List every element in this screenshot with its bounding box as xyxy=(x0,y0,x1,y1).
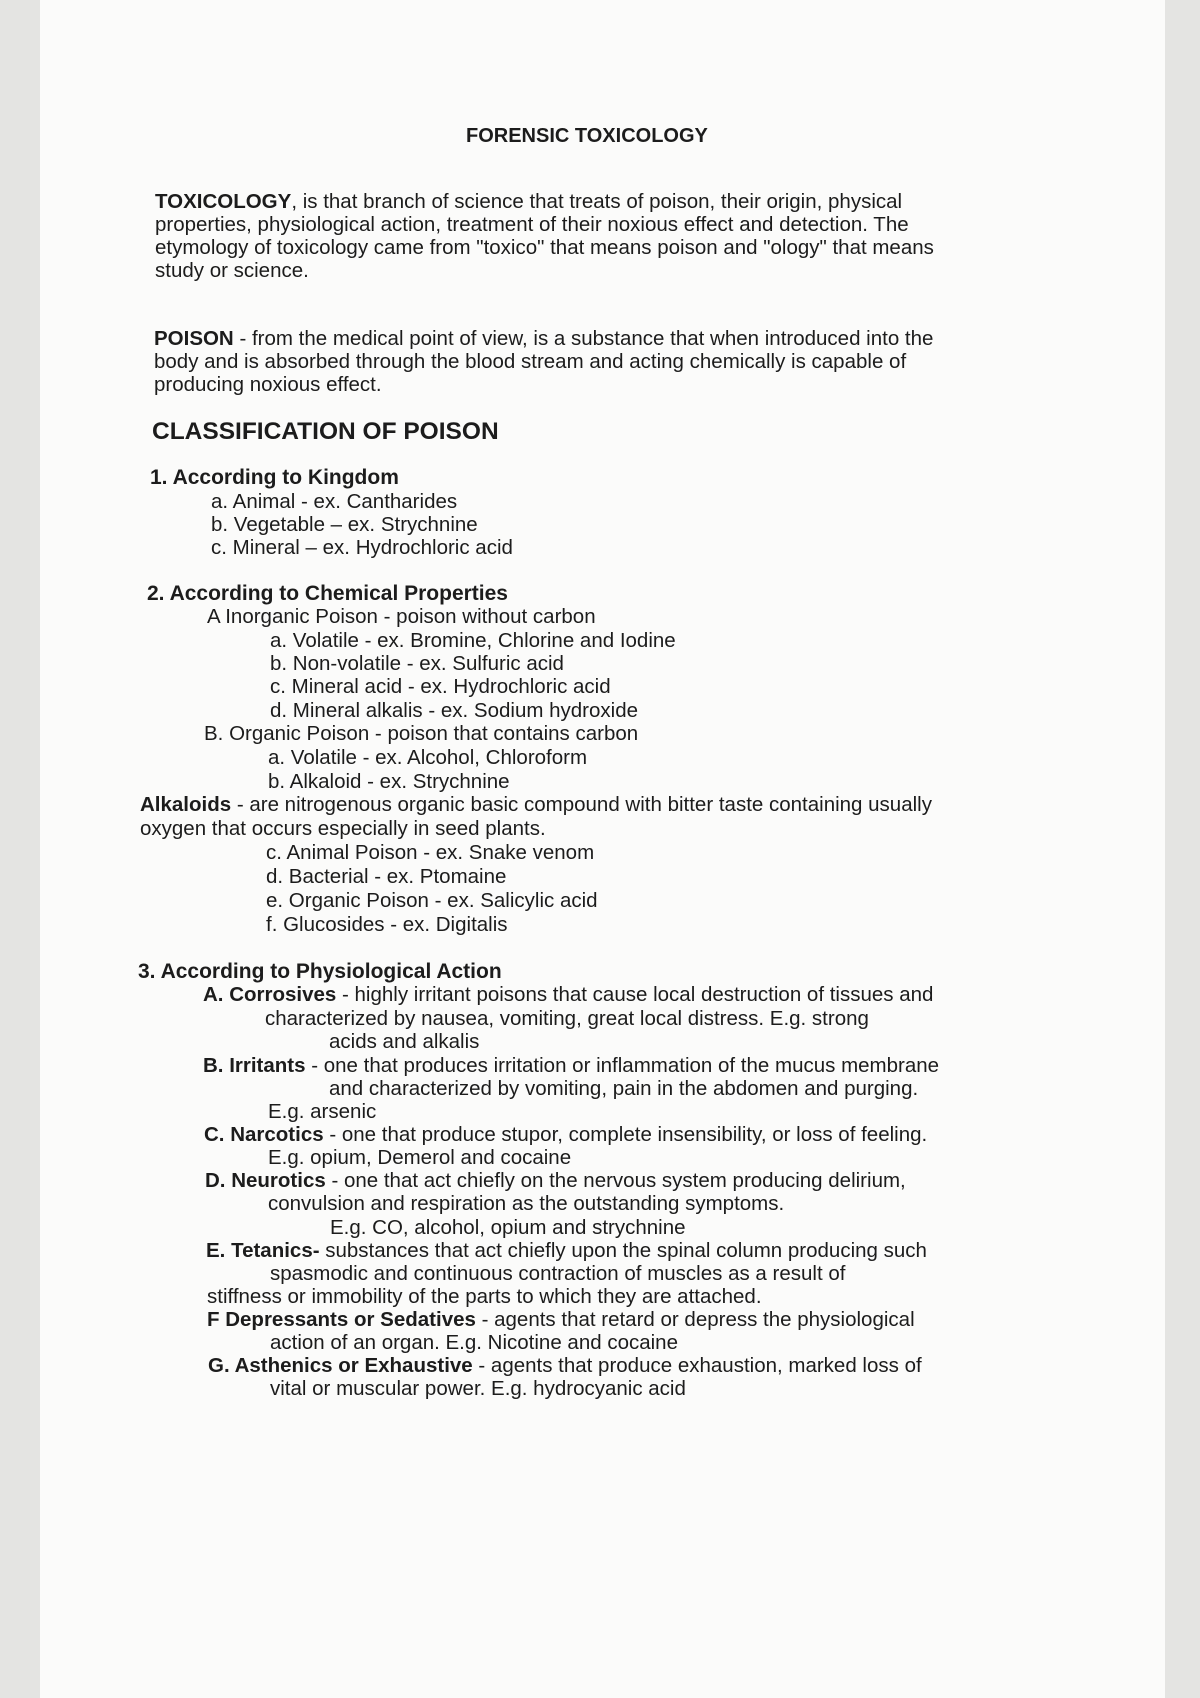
narcotics-line-2: E.g. opium, Demerol and cocaine xyxy=(268,1146,572,1169)
corrosives-term: A. Corrosives xyxy=(203,983,337,1006)
document-page xyxy=(40,0,1165,1698)
tetanics-line-2: spasmodic and continuous contraction of muscles as a result of xyxy=(270,1262,846,1285)
poison-line-1 xyxy=(154,327,933,351)
corrosives-line-2: characterized by nausea, vomiting, great local distress. E.g. strong xyxy=(265,1007,869,1030)
poison-text: - from the medical point of view, is a substance that when introduced into the xyxy=(233,327,934,350)
physio-heading: 3. According to Physiological Action xyxy=(138,960,502,983)
organic-item: a. Volatile - ex. Alcohol, Chloroform xyxy=(268,746,588,769)
irritants-line-2: and characterized by vomiting, pain in the abdomen and purging. xyxy=(329,1077,919,1100)
asthenics-text: - agents that produce exhaustion, marked loss of xyxy=(472,1354,922,1377)
alkaloids-line-2: oxygen that occurs especially in seed plants. xyxy=(140,817,546,840)
toxicology-line-2: properties, physiological action, treatment of their noxious effect and detection. The xyxy=(155,213,909,236)
toxicology-line-1 xyxy=(155,190,902,214)
toxicology-term: TOXICOLOGY xyxy=(155,190,292,213)
chemical-heading: 2. According to Chemical Properties xyxy=(147,582,508,605)
inorganic-heading: A Inorganic Poison - poison without carbon xyxy=(207,605,596,628)
neurotics-line-2: convulsion and respiration as the outstanding symptoms. xyxy=(268,1192,785,1215)
corrosives-line-1 xyxy=(203,983,933,1007)
organic-item: f. Glucosides - ex. Digitalis xyxy=(266,913,508,936)
alkaloids-line-1 xyxy=(140,793,932,817)
kingdom-heading: 1. According to Kingdom xyxy=(150,466,399,489)
organic-heading: B. Organic Poison - poison that contains carbon xyxy=(204,722,639,745)
tetanics-line-1 xyxy=(206,1239,927,1263)
depressants-term: F Depressants or Sedatives xyxy=(207,1308,476,1331)
corrosives-line-3: acids and alkalis xyxy=(329,1030,480,1053)
poison-line-2: body and is absorbed through the blood stream and acting chemically is capable of xyxy=(154,350,907,373)
irritants-text: - one that produces irritation or inflammation of the mucus membrane xyxy=(305,1054,940,1077)
depressants-line-2: action of an organ. E.g. Nicotine and cocaine xyxy=(270,1331,678,1354)
depressants-text: - agents that retard or depress the physiological xyxy=(475,1308,915,1331)
asthenics-line-2: vital or muscular power. E.g. hydrocyanic acid xyxy=(270,1377,686,1400)
inorganic-item: a. Volatile - ex. Bromine, Chlorine and Iodine xyxy=(270,629,676,652)
page-title: FORENSIC TOXICOLOGY xyxy=(466,125,708,147)
neurotics-line-3: E.g. CO, alcohol, opium and strychnine xyxy=(330,1216,686,1239)
organic-item: b. Alkaloid - ex. Strychnine xyxy=(268,770,510,793)
irritants-line-3: E.g. arsenic xyxy=(268,1100,377,1123)
asthenics-term: G. Asthenics or Exhaustive xyxy=(208,1354,473,1377)
irritants-line-1 xyxy=(203,1054,939,1078)
inorganic-item: d. Mineral alkalis - ex. Sodium hydroxide xyxy=(270,699,639,722)
neurotics-line-1 xyxy=(205,1169,906,1193)
tetanics-text: substances that act chiefly upon the spinal column producing such xyxy=(319,1239,927,1262)
organic-item: e. Organic Poison - ex. Salicylic acid xyxy=(266,889,598,912)
kingdom-item: a. Animal - ex. Cantharides xyxy=(211,490,458,513)
kingdom-item: c. Mineral – ex. Hydrochloric acid xyxy=(211,536,513,559)
alkaloids-text: - are nitrogenous organic basic compound with bitter taste containing usually xyxy=(231,793,932,816)
classification-heading: CLASSIFICATION OF POISON xyxy=(152,418,499,445)
toxicology-text: , is that branch of science that treats of poison, their origin, physical xyxy=(291,190,903,213)
organic-item: c. Animal Poison - ex. Snake venom xyxy=(266,841,595,864)
poison-term: POISON xyxy=(154,327,234,350)
tetanics-line-3: stiffness or immobility of the parts to which they are attached. xyxy=(207,1285,762,1308)
toxicology-line-4: study or science. xyxy=(155,259,309,282)
inorganic-item: b. Non-volatile - ex. Sulfuric acid xyxy=(270,652,564,675)
asthenics-line-1 xyxy=(208,1354,922,1378)
narcotics-line-1 xyxy=(204,1123,927,1147)
depressants-line-1 xyxy=(207,1308,915,1332)
tetanics-term: E. Tetanics- xyxy=(206,1239,320,1262)
poison-line-3: producing noxious effect. xyxy=(154,373,382,396)
organic-item: d. Bacterial - ex. Ptomaine xyxy=(266,865,507,888)
narcotics-term: C. Narcotics xyxy=(204,1123,324,1146)
narcotics-text: - one that produce stupor, complete insensibility, or loss of feeling. xyxy=(323,1123,928,1146)
neurotics-term: D. Neurotics xyxy=(205,1169,326,1192)
kingdom-item: b. Vegetable – ex. Strychnine xyxy=(211,513,478,536)
inorganic-item: c. Mineral acid - ex. Hydrochloric acid xyxy=(270,675,611,698)
irritants-term: B. Irritants xyxy=(203,1054,306,1077)
neurotics-text: - one that act chiefly on the nervous system producing delirium, xyxy=(325,1169,906,1192)
corrosives-text: - highly irritant poisons that cause local destruction of tissues and xyxy=(336,983,934,1006)
alkaloids-term: Alkaloids xyxy=(140,793,232,816)
toxicology-line-3: etymology of toxicology came from "toxico" that means poison and "ology" that means xyxy=(155,236,934,259)
